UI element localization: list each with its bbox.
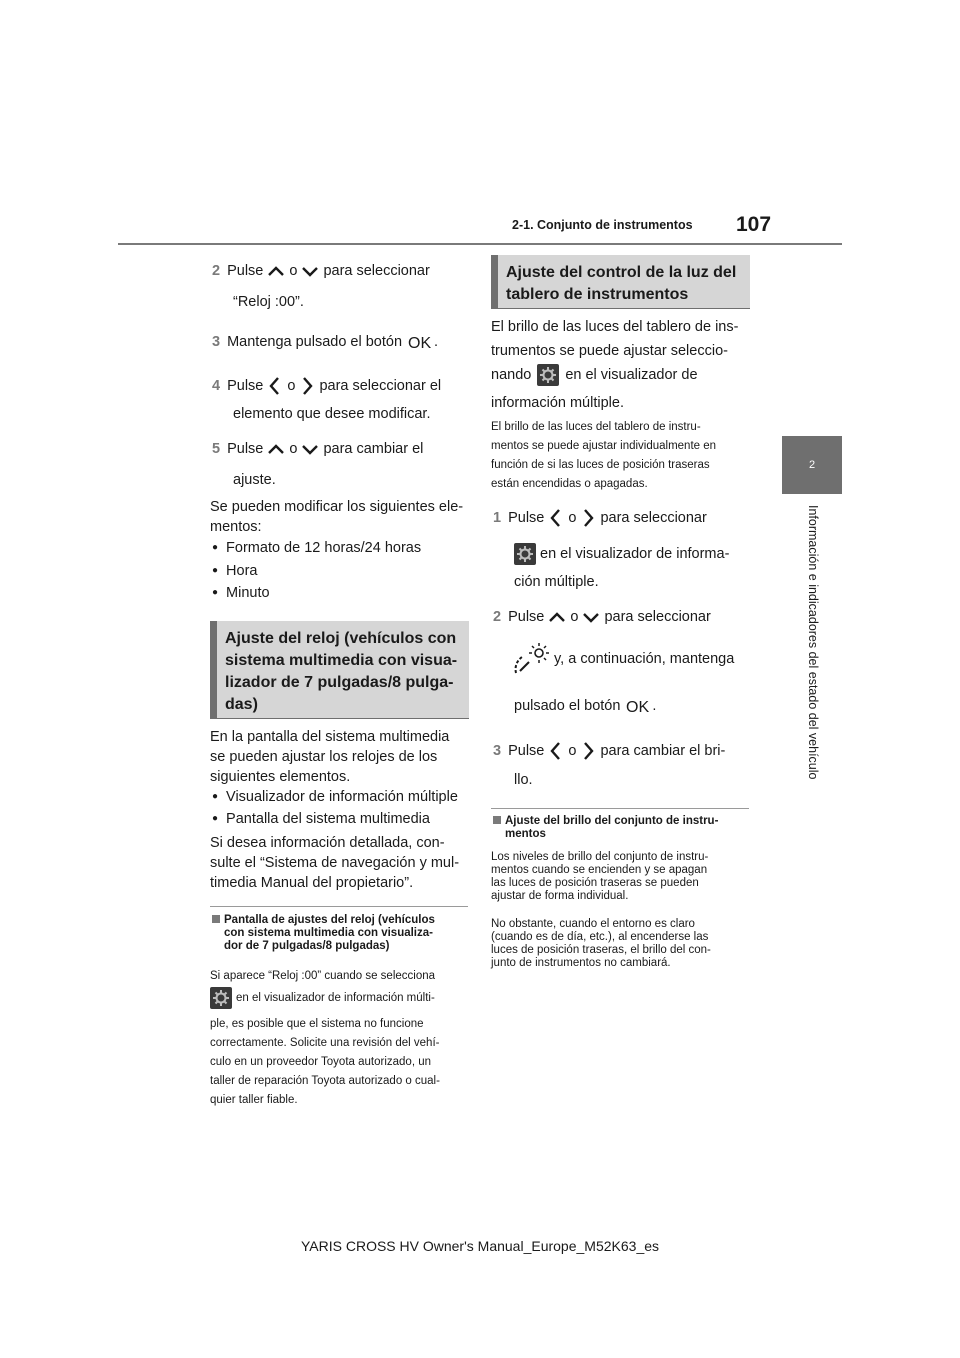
- step-3-right: [493, 740, 725, 762]
- text-line: Ajuste del brillo del conjunto de instru-: [505, 815, 719, 827]
- chevron-down-icon: [297, 263, 323, 279]
- text-line: con sistema multimedia con visualiza-: [224, 927, 433, 939]
- step-1-right: [493, 507, 707, 529]
- dashboard-light-heading: [491, 255, 750, 309]
- dashboard-brightness-icon: [512, 641, 550, 677]
- heading-line: sistema multimedia con visua-: [225, 652, 458, 669]
- step-number: 1: [493, 510, 502, 526]
- step-text: o: [568, 510, 577, 526]
- note-para-2: [491, 918, 761, 970]
- brightness-para-line-icon: [491, 364, 698, 386]
- step-text: o: [289, 263, 298, 279]
- step-number: 3: [212, 334, 221, 350]
- note-line: Si aparece “Reloj :00” cuando se selecciona: [210, 970, 436, 982]
- note-para-1: [491, 851, 761, 903]
- step-text: Pulse: [508, 743, 545, 759]
- text-line: correctamente. Solicite una revisión del vehí-: [210, 1037, 440, 1049]
- text-line: taller de reparación Toyota autorizado o cual-: [210, 1075, 440, 1087]
- step-3-line2: llo.: [514, 772, 533, 788]
- text-line: (cuando es de día, etc.), al encenderse las: [491, 931, 709, 943]
- step-text: para seleccionar: [604, 609, 711, 625]
- note-divider: [491, 808, 749, 809]
- text-line: sulte el “Sistema de navegación y mul-: [210, 855, 460, 871]
- page-number: 107: [736, 213, 772, 236]
- step-5-line2: ajuste.: [233, 472, 276, 488]
- step-text: o: [287, 378, 296, 394]
- chevron-up-icon: [544, 609, 570, 625]
- chevron-up-icon: [263, 263, 289, 279]
- chevron-left-icon: [263, 375, 287, 397]
- text-line: mentos se puede ajustar individualmente en: [491, 440, 717, 452]
- text-line: En la pantalla del sistema multimedia: [210, 729, 450, 745]
- chapter-tab: 2: [782, 436, 842, 494]
- chevron-down-icon: [297, 441, 323, 457]
- clock-settings-heading: [210, 621, 469, 719]
- step-text: para cambiar el bri-: [600, 743, 726, 759]
- step-text: Pulse: [508, 510, 545, 526]
- text-line: quier taller fiable.: [210, 1094, 298, 1106]
- step-text: Pulse: [508, 609, 545, 625]
- heading-line: Ajuste del control de la luz del: [506, 264, 737, 281]
- step-text: para seleccionar: [323, 263, 430, 279]
- list-item: ● Formato de 12 horas/24 horas: [212, 540, 421, 556]
- note-rest: [210, 1015, 480, 1110]
- brightness-para-line: El brillo de las luces del tablero de ins-: [491, 319, 739, 335]
- text-line: mentos cuando se encienden y se apagan: [491, 864, 708, 876]
- step-text: o: [289, 441, 298, 457]
- heading-line: Ajuste del reloj (vehículos con: [225, 630, 457, 647]
- footer-manual-id: YARIS CROSS HV Owner's Manual_Europe_M52K63_es: [300, 1238, 660, 1254]
- step-text: Pulse: [227, 263, 264, 279]
- text-line: en el visualizador de informa-: [540, 546, 730, 562]
- list-item: ● Visualizador de información múltiple: [212, 789, 458, 805]
- step-1-line2: [514, 543, 729, 565]
- chevron-right-icon: [576, 740, 600, 762]
- heading-line: das): [225, 696, 258, 713]
- step-4-left: [212, 375, 441, 397]
- step-5-left: [212, 441, 423, 457]
- ok-button-icon: [620, 697, 652, 715]
- note-square-icon: [493, 816, 501, 824]
- step-2-right: [493, 609, 711, 625]
- modifiable-intro: Se pueden modificar los siguientes ele- mentos:: [210, 499, 464, 535]
- chevron-right-icon: [295, 375, 319, 397]
- step-text: Mantenga pulsado el botón: [227, 334, 403, 350]
- step-text: para seleccionar: [600, 510, 707, 526]
- step-3-left: [212, 333, 438, 351]
- step-2-line2: [512, 641, 734, 677]
- chapter-label: [804, 505, 820, 815]
- text-line: ajustar de forma individual.: [491, 890, 629, 902]
- list-item: ● Minuto: [212, 585, 270, 601]
- text-line: El brillo de las luces del tablero de instru-: [491, 421, 701, 433]
- step-2-line2: “Reloj :00”.: [233, 294, 304, 310]
- text-line: las luces de posición traseras se pueden: [491, 877, 699, 889]
- text-line: timedia Manual del propietario”.: [210, 875, 414, 891]
- text-line: junto de instrumentos no cambiará.: [491, 957, 671, 969]
- step-text: .: [434, 334, 439, 350]
- list-item: ● Pantalla del sistema multimedia: [212, 811, 430, 827]
- step-number: 5: [212, 441, 221, 457]
- text-line: en el visualizador de información múlti-: [236, 991, 435, 1004]
- text-line: dor de 7 pulgadas/8 pulgadas): [224, 940, 390, 952]
- note-square-icon: [212, 915, 220, 923]
- brightness-para-line: trumentos se puede ajustar seleccio-: [491, 343, 728, 359]
- text-line: culo en un proveedor Toyota autorizado, un: [210, 1056, 431, 1068]
- text-line: y, a continuación, mantenga: [554, 651, 735, 667]
- brightness-para-line: información múltiple.: [491, 395, 624, 411]
- settings-gear-icon: [537, 364, 559, 386]
- note-line-with-icon: [210, 987, 475, 1009]
- details-paragraph: [210, 833, 475, 893]
- step-2-line3: [514, 697, 656, 715]
- step-text: para seleccionar el: [319, 378, 442, 394]
- settings-gear-icon: [514, 543, 536, 565]
- text-line: en el visualizador de: [565, 367, 698, 383]
- chevron-down-icon: [578, 609, 604, 625]
- heading-line: tablero de instrumentos: [506, 286, 689, 303]
- heading-line: lizador de 7 pulgadas/8 pulga-: [225, 674, 454, 691]
- text-line: luces de posición traseras, el brillo del con-: [491, 944, 711, 956]
- chevron-left-icon: [544, 740, 568, 762]
- text-line: Si desea información detallada, con-: [210, 835, 445, 851]
- section-title: 2-1. Conjunto de instrumentos: [512, 218, 693, 232]
- settings-gear-icon: [210, 987, 232, 1009]
- step-number: 2: [212, 263, 221, 279]
- text-line: siguientes elementos.: [210, 769, 351, 785]
- step-text: o: [568, 743, 577, 759]
- header-divider: [118, 243, 842, 245]
- text-line: .: [652, 698, 657, 714]
- text-line: mentos: [505, 828, 546, 840]
- text-line: nando: [491, 367, 532, 383]
- step-number: 3: [493, 743, 502, 759]
- multimedia-paragraph: [210, 727, 475, 787]
- text-line: están encendidas o apagadas.: [491, 478, 648, 490]
- list-item: ● Hora: [212, 563, 257, 579]
- note-title-clock: [212, 914, 472, 953]
- text-line: ple, es posible que el sistema no funcione: [210, 1018, 424, 1030]
- svg-text:OK: OK: [408, 335, 432, 351]
- text-line: No obstante, cuando el entorno es claro: [491, 918, 695, 930]
- chapter-label-text: Información e indicadores del estado del vehículo: [806, 505, 820, 780]
- svg-text:OK: OK: [626, 699, 650, 715]
- step-text: o: [570, 609, 579, 625]
- step-2-left: [212, 263, 430, 279]
- step-4-line2: elemento que desee modificar.: [233, 406, 431, 422]
- chevron-left-icon: [544, 507, 568, 529]
- text-line: Los niveles de brillo del conjunto de instru-: [491, 851, 709, 863]
- individual-brightness-note: [491, 418, 761, 494]
- step-number: 4: [212, 378, 221, 394]
- note-title-brightness: [493, 815, 753, 841]
- note-divider: [210, 906, 468, 907]
- ok-button-icon: [402, 333, 434, 351]
- chevron-up-icon: [263, 441, 289, 457]
- step-text: para cambiar el: [323, 441, 424, 457]
- chevron-right-icon: [576, 507, 600, 529]
- step-1-line3: ción múltiple.: [514, 574, 599, 590]
- step-text: Pulse: [227, 378, 264, 394]
- step-number: 2: [493, 609, 502, 625]
- text-line: pulsado el botón: [514, 698, 621, 714]
- text-line: se pueden ajustar los relojes de los: [210, 749, 438, 765]
- text-line: función de si las luces de posición traseras: [491, 459, 710, 471]
- step-text: Pulse: [227, 441, 264, 457]
- text-line: Pantalla de ajustes del reloj (vehículos: [224, 914, 435, 926]
